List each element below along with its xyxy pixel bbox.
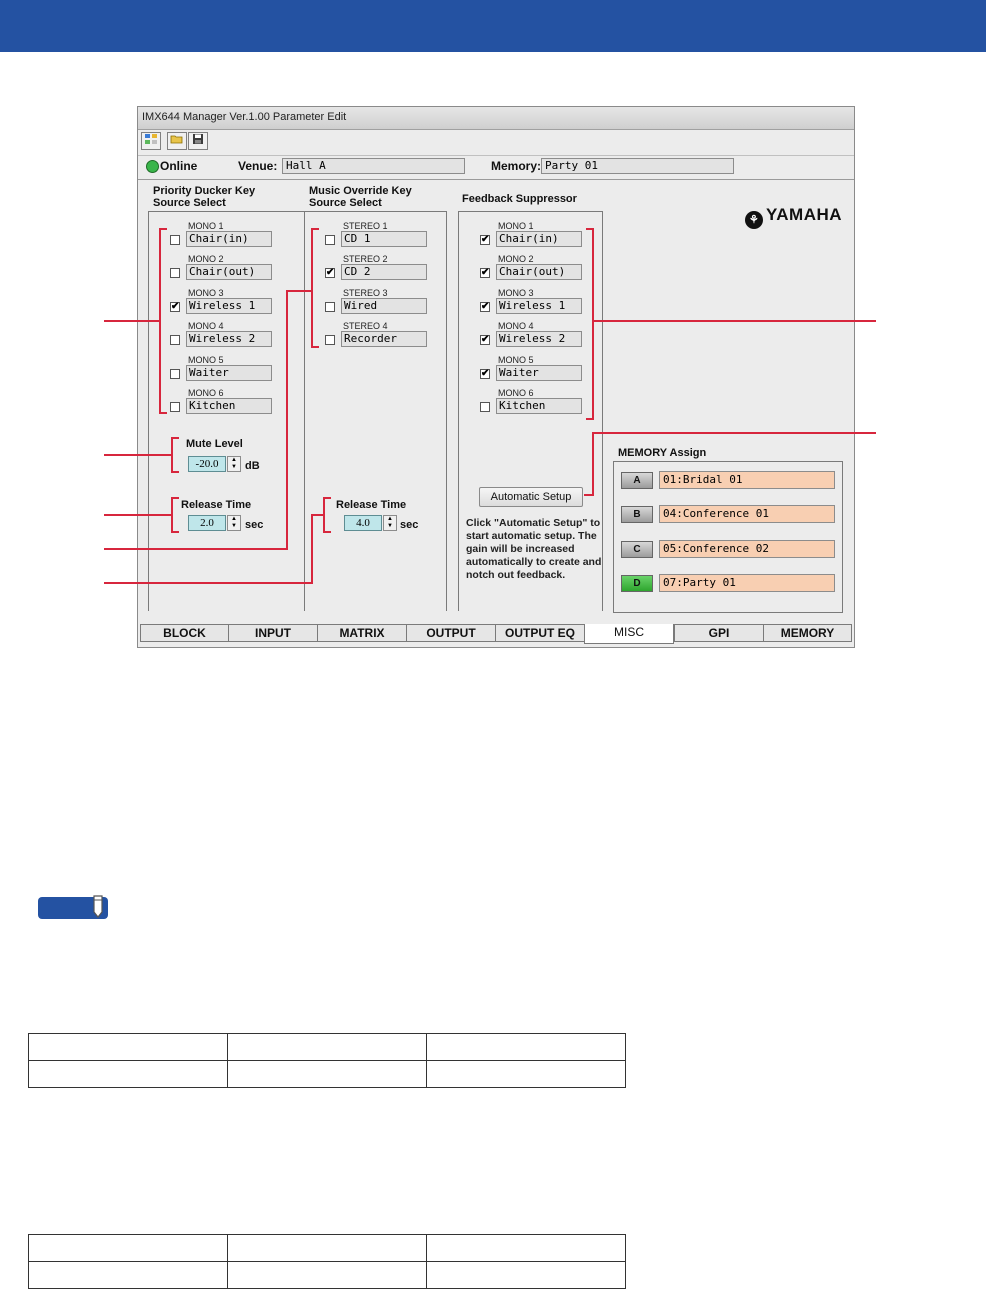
table-row [29, 1262, 626, 1289]
music-override-divider [304, 211, 447, 212]
pencil-icon [90, 893, 106, 919]
fs-channel-label-2: MONO 2 [498, 254, 534, 265]
pd-channel-label-4: MONO 4 [188, 321, 224, 332]
mo-channel-checkbox-4[interactable] [325, 335, 335, 345]
table-cell [228, 1034, 427, 1061]
callout-line-music-sources-a [286, 290, 311, 292]
mo-release-time-input[interactable]: 4.0 [344, 515, 382, 531]
fs-channel-label-5: MONO 5 [498, 354, 534, 365]
pd-channel-label-6: MONO 6 [188, 388, 224, 398]
table-row [29, 1061, 626, 1088]
title-bar [138, 107, 854, 130]
tuning-fork-icon: ⚘ [745, 211, 763, 229]
table-cell [29, 1262, 228, 1289]
fs-channel-checkbox-4[interactable]: ✔ [481, 334, 490, 346]
mo-release-time-unit: sec [400, 519, 419, 531]
tab-misc[interactable]: MISC [584, 624, 674, 644]
pd-release-time-input[interactable]: 2.0 [188, 515, 226, 531]
callout-line-music-release-b [311, 514, 313, 584]
priority-ducker-title-2: Source Select [153, 197, 226, 209]
callout-line-ducker-release [104, 514, 171, 516]
fs-channel-checkbox-3[interactable]: ✔ [481, 300, 490, 312]
memory-key-button-d[interactable]: D [621, 575, 653, 592]
callout-bracket-music-release [323, 497, 331, 533]
callout-line-feedback-sources [594, 320, 876, 322]
pd-channel-label-5: MONO 5 [188, 354, 224, 365]
callout-line-auto-setup-c [584, 494, 594, 496]
table-cell [427, 1034, 626, 1061]
table-cell [29, 1061, 228, 1088]
table-row [29, 1034, 626, 1061]
pd-channel-name-6[interactable]: Kitchen [186, 398, 272, 414]
pd-channel-label-1: MONO 1 [188, 221, 224, 231]
table-cell [427, 1235, 626, 1262]
fs-channel-label-4: MONO 4 [498, 321, 534, 332]
save-icon[interactable] [188, 132, 208, 150]
mo-channel-label-1: STEREO 1 [343, 221, 388, 231]
mo-channel-label-4: STEREO 4 [343, 321, 388, 332]
music-override-title-2: Source Select [309, 197, 382, 209]
fs-channel-name-4[interactable]: Wireless 2 [496, 331, 582, 347]
pd-release-time-label: Release Time [181, 499, 252, 511]
tab-output[interactable]: OUTPUT [406, 624, 496, 642]
table-row [29, 1235, 626, 1262]
venue-label: Venue: [238, 159, 278, 173]
fs-channel-label-1: MONO 1 [498, 221, 534, 231]
fs-channel-checkbox-1[interactable]: ✔ [481, 234, 490, 245]
table-cell [228, 1262, 427, 1289]
memory-key-button-b[interactable]: B [621, 506, 653, 523]
mo-channel-name-1[interactable]: CD 1 [341, 231, 427, 247]
mo-release-time-label: Release Time [336, 499, 407, 511]
pd-channel-checkbox-6[interactable] [170, 402, 180, 412]
pd-channel-name-5[interactable]: Waiter [186, 365, 272, 381]
folder-open-icon[interactable] [167, 132, 187, 150]
yamaha-logo: ⚘ YAMAHA [745, 205, 842, 229]
pd-channel-name-2[interactable]: Chair(out) [186, 264, 272, 280]
mute-level-unit: dB [245, 460, 260, 472]
venue-field[interactable]: Hall A [282, 158, 465, 174]
priority-ducker-title-1: Priority Ducker Key [153, 185, 256, 197]
automatic-setup-hint: Click "Automatic Setup" to start automatic setup. The gain will be increased automatically to create and notch out feedback. [466, 517, 602, 581]
callout-bracket-ducker-sources [159, 228, 167, 414]
fs-channel-label-3: MONO 3 [498, 287, 534, 298]
reference-table-1 [28, 1033, 626, 1088]
fs-channel-label-6: MONO 6 [498, 388, 534, 398]
fs-channel-name-6[interactable]: Kitchen [496, 398, 582, 414]
table-cell [29, 1034, 228, 1061]
pd-channel-checkbox-2[interactable] [170, 268, 180, 278]
pd-channel-name-4[interactable]: Wireless 2 [186, 331, 272, 347]
memory-assign-title: MEMORY Assign [618, 447, 707, 459]
pd-channel-checkbox-1[interactable] [170, 235, 180, 245]
pd-channel-name-1[interactable]: Chair(in) [186, 231, 272, 247]
tab-output-eq[interactable]: OUTPUT EQ [495, 624, 585, 642]
mo-channel-checkbox-2[interactable]: ✔ [326, 267, 335, 279]
callout-line-auto-setup-a [592, 432, 876, 434]
pd-channel-checkbox-5[interactable] [170, 369, 180, 379]
mo-release-time-stepper[interactable]: ▲ ▼ [383, 515, 397, 531]
callout-line-ducker-sources [104, 320, 159, 322]
table-cell [427, 1061, 626, 1088]
table-cell [427, 1262, 626, 1289]
memory-key-button-a[interactable]: A [621, 472, 653, 489]
callout-bracket-ducker-release [171, 497, 179, 533]
tab-bar [138, 624, 854, 646]
tab-block[interactable]: BLOCK [140, 624, 229, 642]
mute-level-label: Mute Level [186, 438, 243, 450]
tab-input[interactable]: INPUT [228, 624, 318, 642]
tab-gpi[interactable]: GPI [674, 624, 764, 642]
pd-channel-name-3[interactable]: Wireless 1 [186, 298, 272, 314]
fs-channel-checkbox-5[interactable]: ✔ [481, 367, 490, 379]
tab-matrix[interactable]: MATRIX [317, 624, 407, 642]
memory-slot-field-b[interactable]: 04:Conference 01 [659, 505, 835, 523]
music-override-title-1: Music Override Key [309, 185, 412, 197]
tree-icon[interactable] [141, 132, 161, 150]
reference-table-2 [28, 1234, 626, 1289]
online-indicator-icon [146, 160, 159, 173]
callout-bracket-music-sources [311, 228, 319, 348]
pd-release-time-unit: sec [245, 519, 264, 531]
mo-channel-name-3[interactable]: Wired [341, 298, 427, 314]
callout-bracket-feedback-sources [586, 228, 594, 420]
table-cell [29, 1235, 228, 1262]
pd-channel-label-2: MONO 2 [188, 254, 224, 265]
mo-channel-name-4[interactable]: Recorder [341, 331, 427, 347]
callout-line-music-release-c [104, 582, 313, 584]
pd-channel-checkbox-4[interactable] [170, 335, 180, 345]
mute-level-stepper[interactable]: ▲ ▼ [227, 456, 241, 472]
window-title: IMX644 Manager Ver.1.00 Parameter Edit [142, 111, 347, 123]
feedback-suppressor-divider [458, 211, 603, 212]
fs-channel-checkbox-2[interactable]: ✔ [481, 267, 490, 279]
online-label: Online [160, 159, 198, 173]
callout-line-music-sources-b [286, 290, 288, 549]
memory-key-button-c[interactable]: C [621, 541, 653, 558]
mo-channel-label-3: STEREO 3 [343, 287, 388, 298]
tab-memory[interactable]: MEMORY [763, 624, 852, 642]
app-window [137, 106, 855, 648]
pd-channel-checkbox-3[interactable]: ✔ [171, 300, 180, 312]
document-header-bar [0, 0, 986, 52]
pd-release-time-stepper[interactable]: ▲ ▼ [227, 515, 241, 531]
toolbar [138, 129, 854, 156]
mo-channel-label-2: STEREO 2 [343, 254, 388, 265]
table-cell [228, 1061, 427, 1088]
memory-slot-field-c[interactable]: 05:Conference 02 [659, 540, 835, 558]
fs-channel-name-2[interactable]: Chair(out) [496, 264, 582, 280]
fs-channel-checkbox-6[interactable] [480, 402, 490, 412]
memory-field[interactable]: Party 01 [541, 158, 734, 174]
mo-channel-checkbox-3[interactable] [325, 302, 335, 312]
mo-channel-name-2[interactable]: CD 2 [341, 264, 427, 280]
fs-channel-name-5[interactable]: Waiter [496, 365, 582, 381]
callout-line-mute-level [104, 454, 171, 456]
priority-ducker-divider [148, 211, 305, 212]
callout-line-auto-setup-b [592, 432, 594, 496]
fs-channel-name-1[interactable]: Chair(in) [496, 231, 582, 247]
table-cell [228, 1235, 427, 1262]
mute-level-input[interactable]: -20.0 [188, 456, 226, 472]
feedback-suppressor-title: Feedback Suppressor [462, 193, 577, 205]
automatic-setup-button[interactable]: Automatic Setup [479, 487, 583, 507]
memory-slot-field-a[interactable]: 01:Bridal 01 [659, 471, 835, 489]
callout-line-music-sources-c [104, 548, 288, 550]
mo-channel-checkbox-1[interactable] [325, 235, 335, 245]
memory-label: Memory: [491, 159, 542, 173]
pd-channel-label-3: MONO 3 [188, 287, 224, 298]
fs-channel-name-3[interactable]: Wireless 1 [496, 298, 582, 314]
memory-slot-field-d[interactable]: 07:Party 01 [659, 574, 835, 592]
callout-bracket-mute-level [171, 437, 179, 473]
